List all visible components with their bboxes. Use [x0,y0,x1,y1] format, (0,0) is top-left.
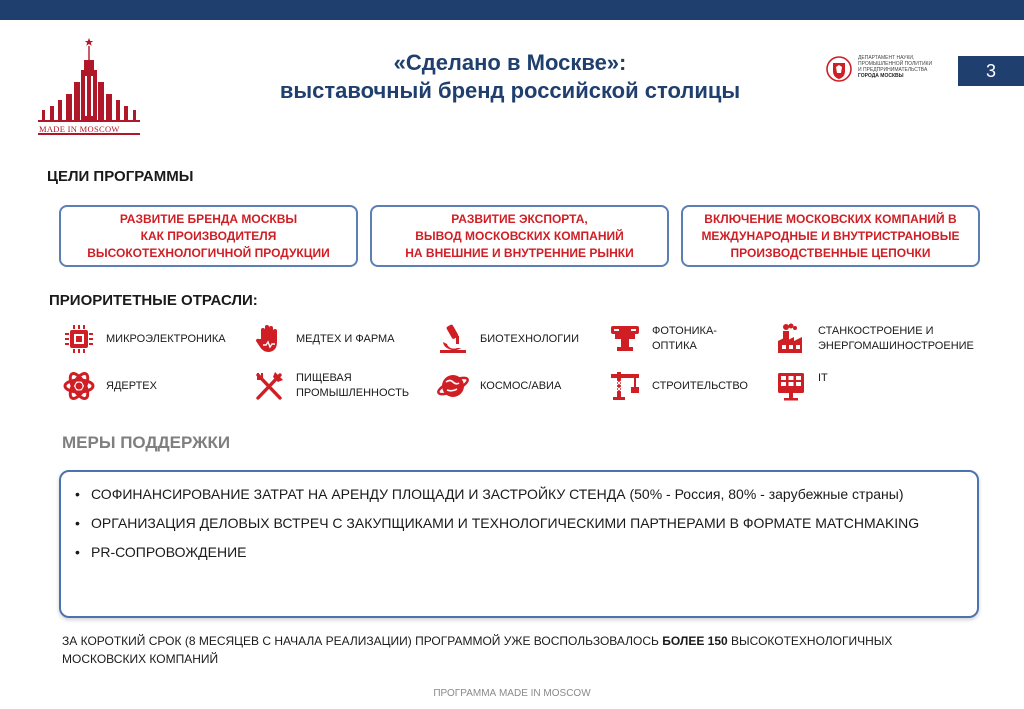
page-number: 3 [958,56,1024,86]
industry-microelectronics: МИКРОЭЛЕКТРОНИКА [62,322,226,356]
support-measures-box [59,470,979,618]
support-item: • ОРГАНИЗАЦИЯ ДЕЛОВЫХ ВСТРЕЧ С ЗАКУПЩИКАМИ И ТЕХНОЛОГИЧЕСКИМИ ПАРТНЕРАМИ В ФОРМАТЕ MATCHMAKING [91,513,957,533]
goals-heading: ЦЕЛИ ПРОГРАММЫ [47,168,194,185]
industry-medtech: МЕДТЕХ И ФАРМА [252,322,395,356]
hand-icon [252,322,286,356]
goal-box-chains: ВКЛЮЧЕНИЕ МОСКОВСКИХ КОМПАНИЙ В МЕЖДУНАРОДНЫЕ И ВНУТРИСТРАНОВЫЕ ПРОИЗВОДСТВЕННЫЕ ЦЕПОЧКИ [681,205,980,267]
made-in-moscow-logo-icon [36,36,142,138]
monitor-icon [774,369,808,403]
factory-icon [774,322,808,356]
industry-machine-building: СТАНКОСТРОЕНИЕ И ЭНЕРГОМАШИНОСТРОЕНИЕ [774,322,974,356]
industry-nuclear: ЯДЕРТЕХ [62,369,157,403]
support-list [61,472,977,562]
logo-caption: MADE IN MOSCOW [39,124,120,134]
industry-photonics: ФОТОНИКА- ОПТИКА [608,322,717,356]
title-line-1: «Сделано в Москве»: [393,50,627,75]
department-name: ДЕПАРТАМЕНТ НАУКИ, ПРОМЫШЛЕННОЙ ПОЛИТИКИ И ПРЕДПРИНИМАТЕЛЬСТВА ГОРОДА МОСКВЫ [858,55,933,79]
industry-space-aviation: КОСМОС/АВИА [436,369,561,403]
footnote: ЗА КОРОТКИЙ СРОК (8 МЕСЯЦЕВ С НАЧАЛА РЕАЛИЗАЦИИ) ПРОГРАММОЙ УЖЕ ВОСПОЛЬЗОВАЛОСЬ БОЛЕЕ 150 ВЫСОКОТЕХНОЛОГИЧНЫХ МОСКОВСКИХ КОМПАНИЙ [62,634,893,666]
goal-box-brand: РАЗВИТИЕ БРЕНДА МОСКВЫ КАК ПРОИЗВОДИТЕЛЯ ВЫСОКОТЕХНОЛОГИЧНОЙ ПРОДУКЦИИ [59,205,358,267]
fork-knife-icon [252,369,286,403]
photonics-icon [608,322,642,356]
page-title [230,49,790,105]
planet-icon [436,369,470,403]
support-item: • СОФИНАНСИРОВАНИЕ ЗАТРАТ НА АРЕНДУ ПЛОЩАДИ И ЗАСТРОЙКУ СТЕНДА (50% - Россия, 80% - зарубежные страны) [91,484,957,504]
footer: ПРОГРАММА MADE IN MOSCOW [433,688,591,699]
industry-biotech: БИОТЕХНОЛОГИИ [436,322,579,356]
industries-heading: ПРИОРИТЕТНЫЕ ОТРАСЛИ: [49,292,258,309]
top-bar [0,0,1024,20]
microchip-icon [62,322,96,356]
microscope-icon [436,322,470,356]
moscow-coat-of-arms-icon [826,56,852,82]
goal-box-export: РАЗВИТИЕ ЭКСПОРТА, ВЫВОД МОСКОВСКИХ КОМПАНИЙ НА ВНЕШНИЕ И ВНУТРЕННИЕ РЫНКИ [370,205,669,267]
support-item: • PR-СОПРОВОЖДЕНИЕ [91,542,957,562]
title-line-2: выставочный бренд российской столицы [279,78,741,103]
industry-it: IT [774,369,828,403]
atom-icon [62,369,96,403]
industry-food: ПИЩЕВАЯ ПРОМЫШЛЕННОСТЬ [252,369,409,403]
industry-construction: СТРОИТЕЛЬСТВО [608,369,748,403]
support-heading: МЕРЫ ПОДДЕРЖКИ [62,433,231,452]
crane-icon [608,369,642,403]
